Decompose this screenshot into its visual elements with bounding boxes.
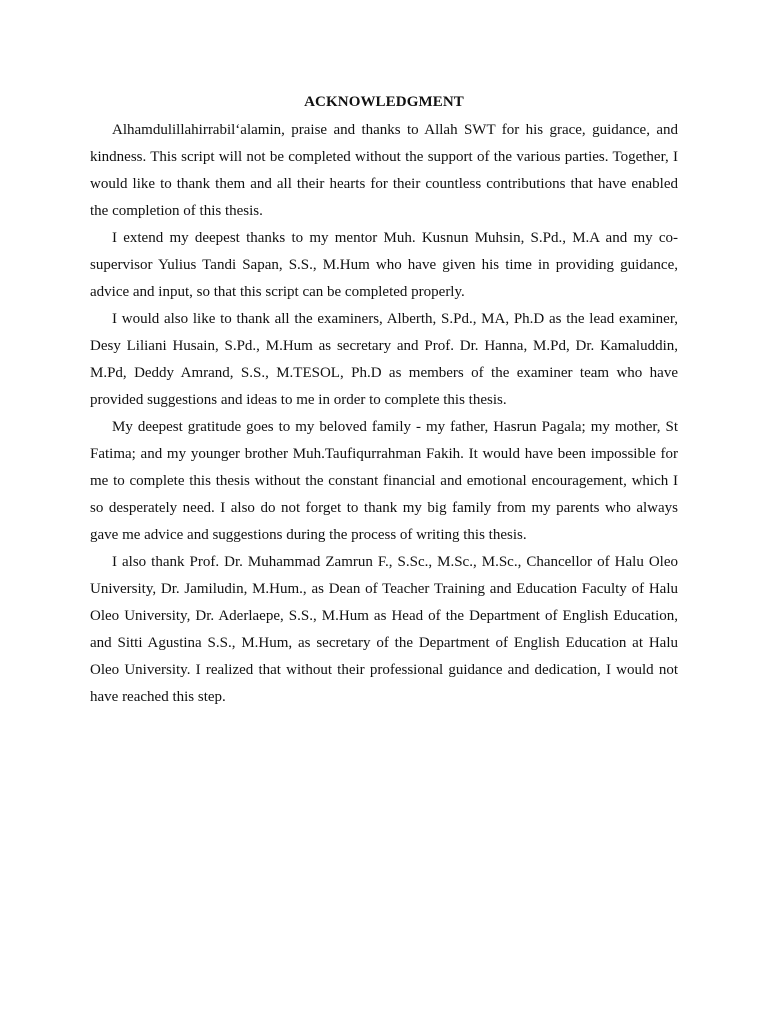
page-title: ACKNOWLEDGMENT [304,94,464,110]
paragraph-family: My deepest gratitude goes to my beloved family - my father, Hasrun Pagala; my mother, St Fatima; and my younger brother Muh.Taufiqurrahman Fakih. It would have been impossible for me to complete this thesis without the constant financial and emotional encouragement, which I so desperately need. I also do not forget to thank my big family from my parents who always gave me advice and suggestions during the process of writing this thesis. [90,419,678,543]
paragraph-supervisors: I extend my deepest thanks to my mentor Muh. Kusnun Muhsin, S.Pd., M.A and my co-supervisor Yulius Tandi Sapan, S.S., M.Hum who have given his time in providing guidance, advice and input, so that this script can be completed properly. [90,230,678,300]
paragraph-gratitude-to-god: Alhamdulillahirrabil‘alamin, praise and thanks to Allah SWT for his grace, guidance, and kindness. This script will not be completed without the support of the various parties. Together, I would like to thank them and all their hearts for their countless contributions that have enabled the completion of this thesis. [90,122,678,219]
paragraph-examiners: I would also like to thank all the examiners, Alberth, S.Pd., MA, Ph.D as the lead examiner, Desy Liliani Husain, S.Pd., M.Hum as secretary and Prof. Dr. Hanna, M.Pd, Dr. Kamaluddin, M.Pd, Deddy Amrand, S.S., M.TESOL, Ph.D as members of the examiner team who have provided suggestions and ideas to me in order to complete this thesis. [90,311,678,408]
paragraph-university-officials: I also thank Prof. Dr. Muhammad Zamrun F., S.Sc., M.Sc., M.Sc., Chancellor of Halu Oleo University, Dr. Jamiludin, M.Hum., as Dean of Teacher Training and Education Faculty of Halu Oleo University, Dr. Aderlaepe, S.S., M.Hum as Head of the Department of English Education, and Sitti Agustina S.S., M.Hum, as secretary of the Department of English Education at Halu Oleo University. I realized that without their professional guidance and dedication, I would not have reached this step. [90,554,678,705]
